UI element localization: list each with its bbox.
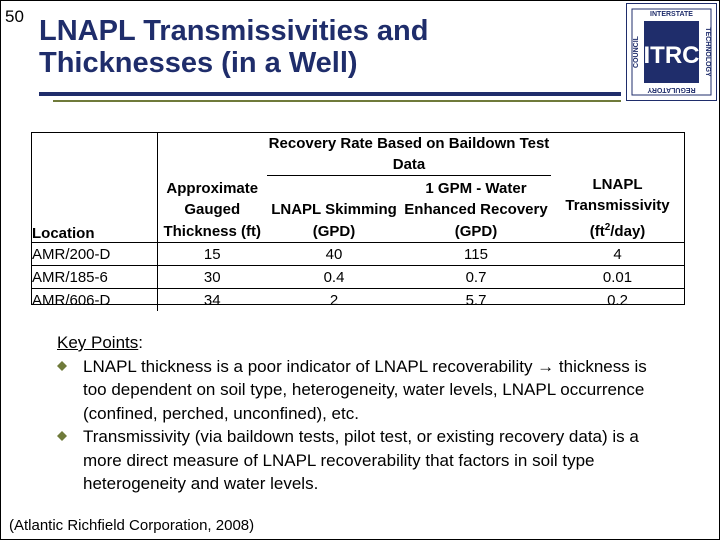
- logo-main-text: ITRC: [643, 42, 700, 69]
- title-line-1: LNAPL Transmissivities and: [39, 15, 429, 47]
- cell-recovery: 115: [401, 243, 551, 266]
- cell-transmissivity: 0.2: [551, 289, 684, 312]
- header-recovery: 1 GPM - Water Enhanced Recovery (GPD): [404, 179, 548, 240]
- table-row: [32, 243, 684, 266]
- key-point-1: [57, 355, 667, 426]
- slide-title: [39, 15, 599, 79]
- key-point-2: [57, 425, 667, 496]
- title-line-2: Thicknesses (in a Well): [39, 47, 358, 79]
- header-transmissivity-label: LNAPL Transmissivity: [565, 175, 670, 214]
- logo-top-text: INTERSTATE: [650, 11, 693, 18]
- diamond-bullet-icon: [57, 361, 67, 371]
- cell-skimming: 0.4: [267, 266, 401, 289]
- cell-recovery: 5.7: [401, 289, 551, 312]
- key-point-1-text: LNAPL thickness is a poor indicator of LNAPL recoverability → thickness is too dependent on soil type, heterogeneity, water levels, LNAPL occurrence (confined, perched, unconfined), etc.: [83, 356, 647, 423]
- data-table: [31, 132, 685, 309]
- header-recovery-group: Recovery Rate Based on Baildown Test Data: [267, 133, 551, 176]
- cell-recovery: 0.7: [401, 266, 551, 289]
- cell-thickness: 34: [157, 289, 267, 312]
- key-point-2-text: Transmissivity (via baildown tests, pilot test, or existing recovery data) is a more direct measure of LNAPL recoverability that factors in soil type heterogeneity and water levels.: [83, 427, 639, 493]
- diamond-bullet-icon: [57, 431, 67, 441]
- key-points-heading: Key Points: [57, 333, 139, 352]
- citation: (Atlantic Richfield Corporation, 2008): [9, 517, 255, 534]
- table-row: [32, 266, 684, 289]
- cell-skimming: 40: [267, 243, 401, 266]
- cell-skimming: 2: [267, 289, 401, 312]
- header-location: Location: [32, 133, 157, 243]
- logo-left-text: COUNCIL: [633, 36, 640, 68]
- title-rule-thick: [39, 92, 621, 96]
- cell-thickness: 30: [157, 266, 267, 289]
- itrc-logo: [626, 3, 717, 101]
- key-points-heading-line: Key Points:: [57, 333, 143, 352]
- header-transmissivity-unit: $(ft^2/day)$: [589, 221, 646, 240]
- cell-location: AMR/185-6: [32, 266, 157, 289]
- logo-bottom-text: REGULATORY: [647, 86, 696, 93]
- cell-location: AMR/606-D: [32, 289, 157, 312]
- cell-transmissivity: 0.01: [551, 266, 684, 289]
- header-transmissivity: [551, 133, 684, 243]
- title-rule-thin: [53, 100, 621, 102]
- cell-thickness: 15: [157, 243, 267, 266]
- header-skimming: LNAPL Skimming (GPD): [271, 201, 397, 240]
- slide-number: 50: [5, 7, 24, 26]
- cell-location: AMR/200-D: [32, 243, 157, 266]
- table-row: [32, 289, 684, 312]
- header-thickness: Approximate Gauged Thickness (ft): [163, 179, 261, 240]
- logo-right-text: TECHNOLOGY: [704, 27, 711, 77]
- key-points: [57, 331, 667, 496]
- cell-transmissivity: 4: [551, 243, 684, 266]
